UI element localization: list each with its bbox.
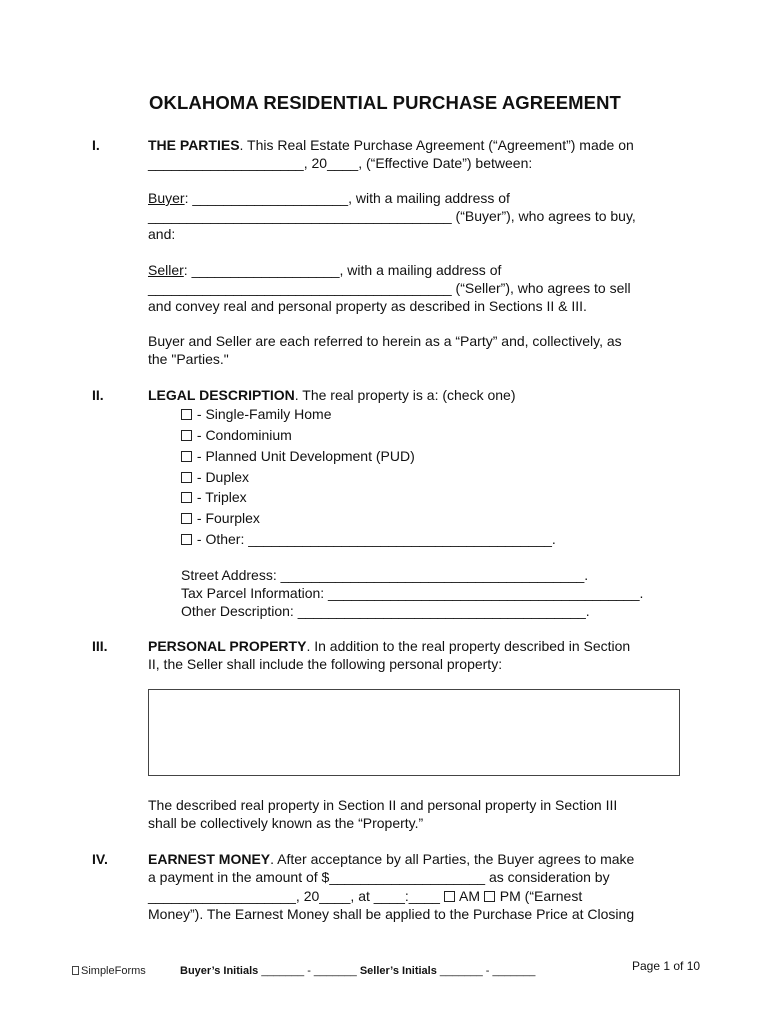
text: : ___________________, with a mailing address of bbox=[183, 262, 502, 278]
property-def-line-2: shall be collectively known as the “Property.” bbox=[148, 815, 424, 831]
document-icon bbox=[72, 966, 79, 975]
seller-line bbox=[148, 262, 501, 278]
option-triplex[interactable] bbox=[181, 489, 247, 505]
section-parties-line bbox=[148, 137, 634, 153]
checkbox[interactable] bbox=[181, 409, 192, 420]
buyer-initials-blank[interactable]: _______ - _______ bbox=[258, 965, 360, 977]
option-label: - Other: _______________________________________. bbox=[193, 531, 556, 547]
buyer-label: Buyer bbox=[148, 190, 185, 206]
effective-date-line: ____________________, 20____, (“Effective Date”) between: bbox=[148, 155, 533, 171]
section-number: I. bbox=[92, 137, 100, 153]
pm-label: PM (“Earnest bbox=[495, 888, 583, 904]
seller-address-line: _______________________________________ (“Seller”), who agrees to sell bbox=[148, 280, 631, 296]
am-checkbox[interactable] bbox=[444, 891, 455, 902]
option-label: - Duplex bbox=[193, 469, 250, 485]
personal-property-line bbox=[148, 638, 630, 654]
buyer-initials-label: Buyer’s Initials bbox=[180, 965, 259, 977]
checkbox[interactable] bbox=[181, 472, 192, 483]
option-condominium[interactable] bbox=[181, 427, 292, 443]
option-other[interactable] bbox=[181, 531, 556, 547]
option-duplex[interactable] bbox=[181, 469, 249, 485]
section-heading: LEGAL DESCRIPTION bbox=[148, 387, 295, 403]
pm-checkbox[interactable] bbox=[484, 891, 495, 902]
section-number: II. bbox=[92, 387, 104, 403]
other-description-field[interactable]: Other Description: _____________________________________. bbox=[181, 603, 590, 619]
seller-initials-label: Seller’s Initials bbox=[359, 965, 437, 977]
option-label: - Condominium bbox=[193, 427, 292, 443]
option-label: - Triplex bbox=[193, 489, 247, 505]
section-heading: PERSONAL PROPERTY bbox=[148, 638, 307, 654]
section-number: IV. bbox=[92, 851, 108, 867]
initials-line bbox=[180, 965, 535, 977]
checkbox[interactable] bbox=[181, 513, 192, 524]
section-number: III. bbox=[92, 638, 108, 654]
tax-parcel-field[interactable]: Tax Parcel Information: ________________________________________. bbox=[181, 585, 644, 601]
seller-label: Seller bbox=[148, 262, 184, 278]
buyer-line bbox=[148, 190, 510, 206]
section-heading: EARNEST MONEY bbox=[148, 851, 271, 867]
earnest-amount-line: a payment in the amount of $____________________ as consideration by bbox=[148, 869, 610, 885]
property-def-line: The described real property in Section II and personal property in Section III bbox=[148, 797, 618, 813]
text: : ____________________, with a mailing address of bbox=[184, 190, 510, 206]
option-label: - Fourplex bbox=[193, 510, 260, 526]
personal-property-line-2: II, the Seller shall include the following personal property: bbox=[148, 656, 503, 672]
text: ___________________, 20____, at ____:____ bbox=[148, 888, 444, 904]
earnest-money-line bbox=[148, 851, 634, 867]
text: . After acceptance by all Parties, the Buyer agrees to make bbox=[270, 851, 635, 867]
and-line: and: bbox=[148, 226, 176, 242]
earnest-money-line-4: Money”). The Earnest Money shall be applied to the Purchase Price at Closing bbox=[148, 906, 635, 922]
party-def-line: Buyer and Seller are each referred to herein as a “Party” and, collectively, as bbox=[148, 333, 622, 349]
earnest-date-line bbox=[148, 888, 582, 904]
legal-description-line bbox=[148, 387, 516, 403]
option-label: - Single-Family Home bbox=[193, 406, 332, 422]
personal-property-textbox[interactable] bbox=[148, 689, 680, 776]
logo-text: SimpleForms bbox=[81, 965, 146, 977]
section-heading: THE PARTIES bbox=[148, 137, 240, 153]
option-pud[interactable] bbox=[181, 448, 415, 464]
party-def-line-2: the "Parties." bbox=[148, 351, 229, 367]
seller-initials-blank[interactable]: _______ - _______ bbox=[436, 965, 536, 977]
text: . This Real Estate Purchase Agreement (“Agreement”) made on bbox=[239, 137, 634, 153]
option-label: - Planned Unit Development (PUD) bbox=[193, 448, 415, 464]
checkbox[interactable] bbox=[181, 534, 192, 545]
option-fourplex[interactable] bbox=[181, 510, 260, 526]
am-label: AM bbox=[455, 888, 484, 904]
page-title: OKLAHOMA RESIDENTIAL PURCHASE AGREEMENT bbox=[149, 92, 621, 113]
option-single-family[interactable] bbox=[181, 406, 331, 422]
text: . The real property is a: (check one) bbox=[294, 387, 516, 403]
text: . In addition to the real property described in Section bbox=[306, 638, 631, 654]
page-number: Page 1 of 10 bbox=[632, 959, 701, 973]
buyer-address-line: _______________________________________ (“Buyer”), who agrees to buy, bbox=[148, 208, 636, 224]
checkbox[interactable] bbox=[181, 430, 192, 441]
convey-line: and convey real and personal property as described in Sections II & III. bbox=[148, 298, 587, 314]
checkbox[interactable] bbox=[181, 492, 192, 503]
checkbox[interactable] bbox=[181, 451, 192, 462]
street-address-field[interactable]: Street Address: _______________________________________. bbox=[181, 567, 589, 583]
simpleforms-logo bbox=[72, 965, 146, 977]
